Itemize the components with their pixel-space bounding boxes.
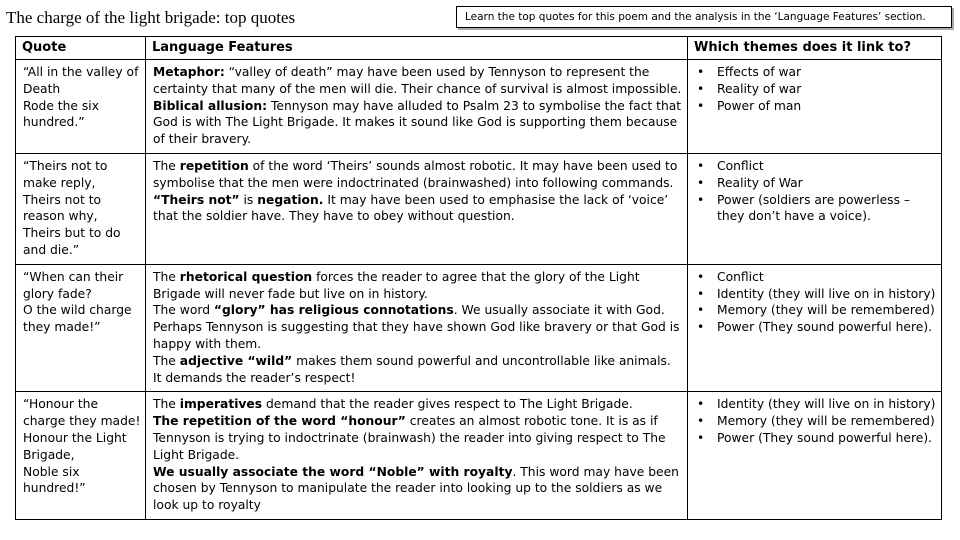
theme-item: • Effects of war — [717, 64, 937, 81]
language-features-cell — [146, 60, 688, 154]
header-themes: Which themes does it link to? — [688, 37, 942, 60]
feature-paragraph: “Theirs not” is negation. It may have been used to emphasise the lack of ‘voice’ that the soldier have. They have to obey without question. — [153, 192, 669, 224]
theme-item: • Memory (they will be remembered) — [717, 413, 937, 430]
page-title: The charge of the light brigade: top quotes — [6, 8, 296, 27]
quote-cell: “All in the valley of Death Rode the six hundred.” — [16, 60, 146, 154]
language-features-cell — [146, 392, 688, 520]
quote-cell: “When can their glory fade? O the wild charge they made!” — [16, 264, 146, 392]
feature-paragraph: The rhetorical question forces the reader to agree that the glory of the Light Brigade will never fade but live on in history. — [153, 269, 640, 301]
themes-list — [695, 64, 937, 114]
themes-list — [695, 396, 937, 446]
feature-paragraph: Biblical allusion: Tennyson may have alluded to Psalm 23 to symbolise the fact that God is with The Light Brigade. It makes it sound like God is supporting them because of their bravery. — [153, 98, 682, 147]
feature-paragraph: The imperatives demand that the reader gives respect to The Light Brigade. — [153, 397, 633, 412]
table-row — [16, 60, 942, 154]
themes-list — [695, 158, 937, 225]
themes-list — [695, 269, 937, 336]
table-row — [16, 153, 942, 264]
themes-cell — [688, 264, 942, 392]
theme-item: • Reality of War — [717, 175, 937, 192]
table-row — [16, 264, 942, 392]
quote-cell: “Honour the charge they made! Honour the Light Brigade, Noble six hundred!” — [16, 392, 146, 520]
theme-item: • Power of man — [717, 98, 937, 115]
feature-paragraph: Metaphor: “valley of death” may have been used by Tennyson to represent the certainty that many of the men will die. Their chance of survival is almost impossible. — [153, 65, 682, 96]
themes-cell — [688, 392, 942, 520]
quote-cell: “Theirs not to make reply, Theirs not to reason why, Theirs but to do and die.” — [16, 153, 146, 264]
header-quote: Quote — [16, 37, 146, 60]
table-header-row — [16, 37, 942, 60]
feature-paragraph: The word “glory” has religious connotations. We usually associate it with God. Perhaps Tennyson is suggesting that they have shown God like bravery or that God is happy with them. — [153, 303, 680, 351]
theme-item: • Identity (they will live on in history) — [717, 396, 937, 413]
theme-item: • Memory (they will be remembered) — [717, 302, 937, 319]
language-features-cell — [146, 153, 688, 264]
theme-item: • Conflict — [717, 269, 937, 286]
feature-paragraph: We usually associate the word “Noble” with royalty. This word may have been chosen by Tennyson to manipulate the reader into looking up to the soldiers as we look up to royalty — [153, 464, 679, 513]
theme-item: • Power (They sound powerful here). — [717, 319, 937, 336]
theme-item: • Power (They sound powerful here). — [717, 430, 937, 447]
table-row — [16, 392, 942, 520]
feature-paragraph: The repetition of the word “honour” creates an almost robotic tone. It is as if Tennyson is trying to indoctrinate (brainwash) the reader into giving respect to The Light Brigade. — [153, 414, 666, 462]
feature-paragraph: The adjective “wild” makes them sound powerful and uncontrollable like animals. It demands the reader’s respect! — [153, 353, 671, 385]
theme-item: • Conflict — [717, 158, 937, 175]
quotes-table — [15, 36, 942, 520]
theme-item: • Identity (they will live on in history) — [717, 286, 937, 303]
language-features-cell — [146, 264, 688, 392]
instruction-note: Learn the top quotes for this poem and the analysis in the ‘Language Features’ section. — [456, 6, 952, 28]
themes-cell — [688, 60, 942, 154]
feature-paragraph: The repetition of the word ‘Theirs’ sounds almost robotic. It may have been used to symbolise that the men were indoctrinated (brainwashed) into following commands. — [153, 158, 678, 190]
themes-cell — [688, 153, 942, 264]
header-language-features: Language Features — [146, 37, 688, 60]
theme-item: • Power (soldiers are powerless – they don’t have a voice). — [717, 192, 937, 226]
theme-item: • Reality of war — [717, 81, 937, 98]
